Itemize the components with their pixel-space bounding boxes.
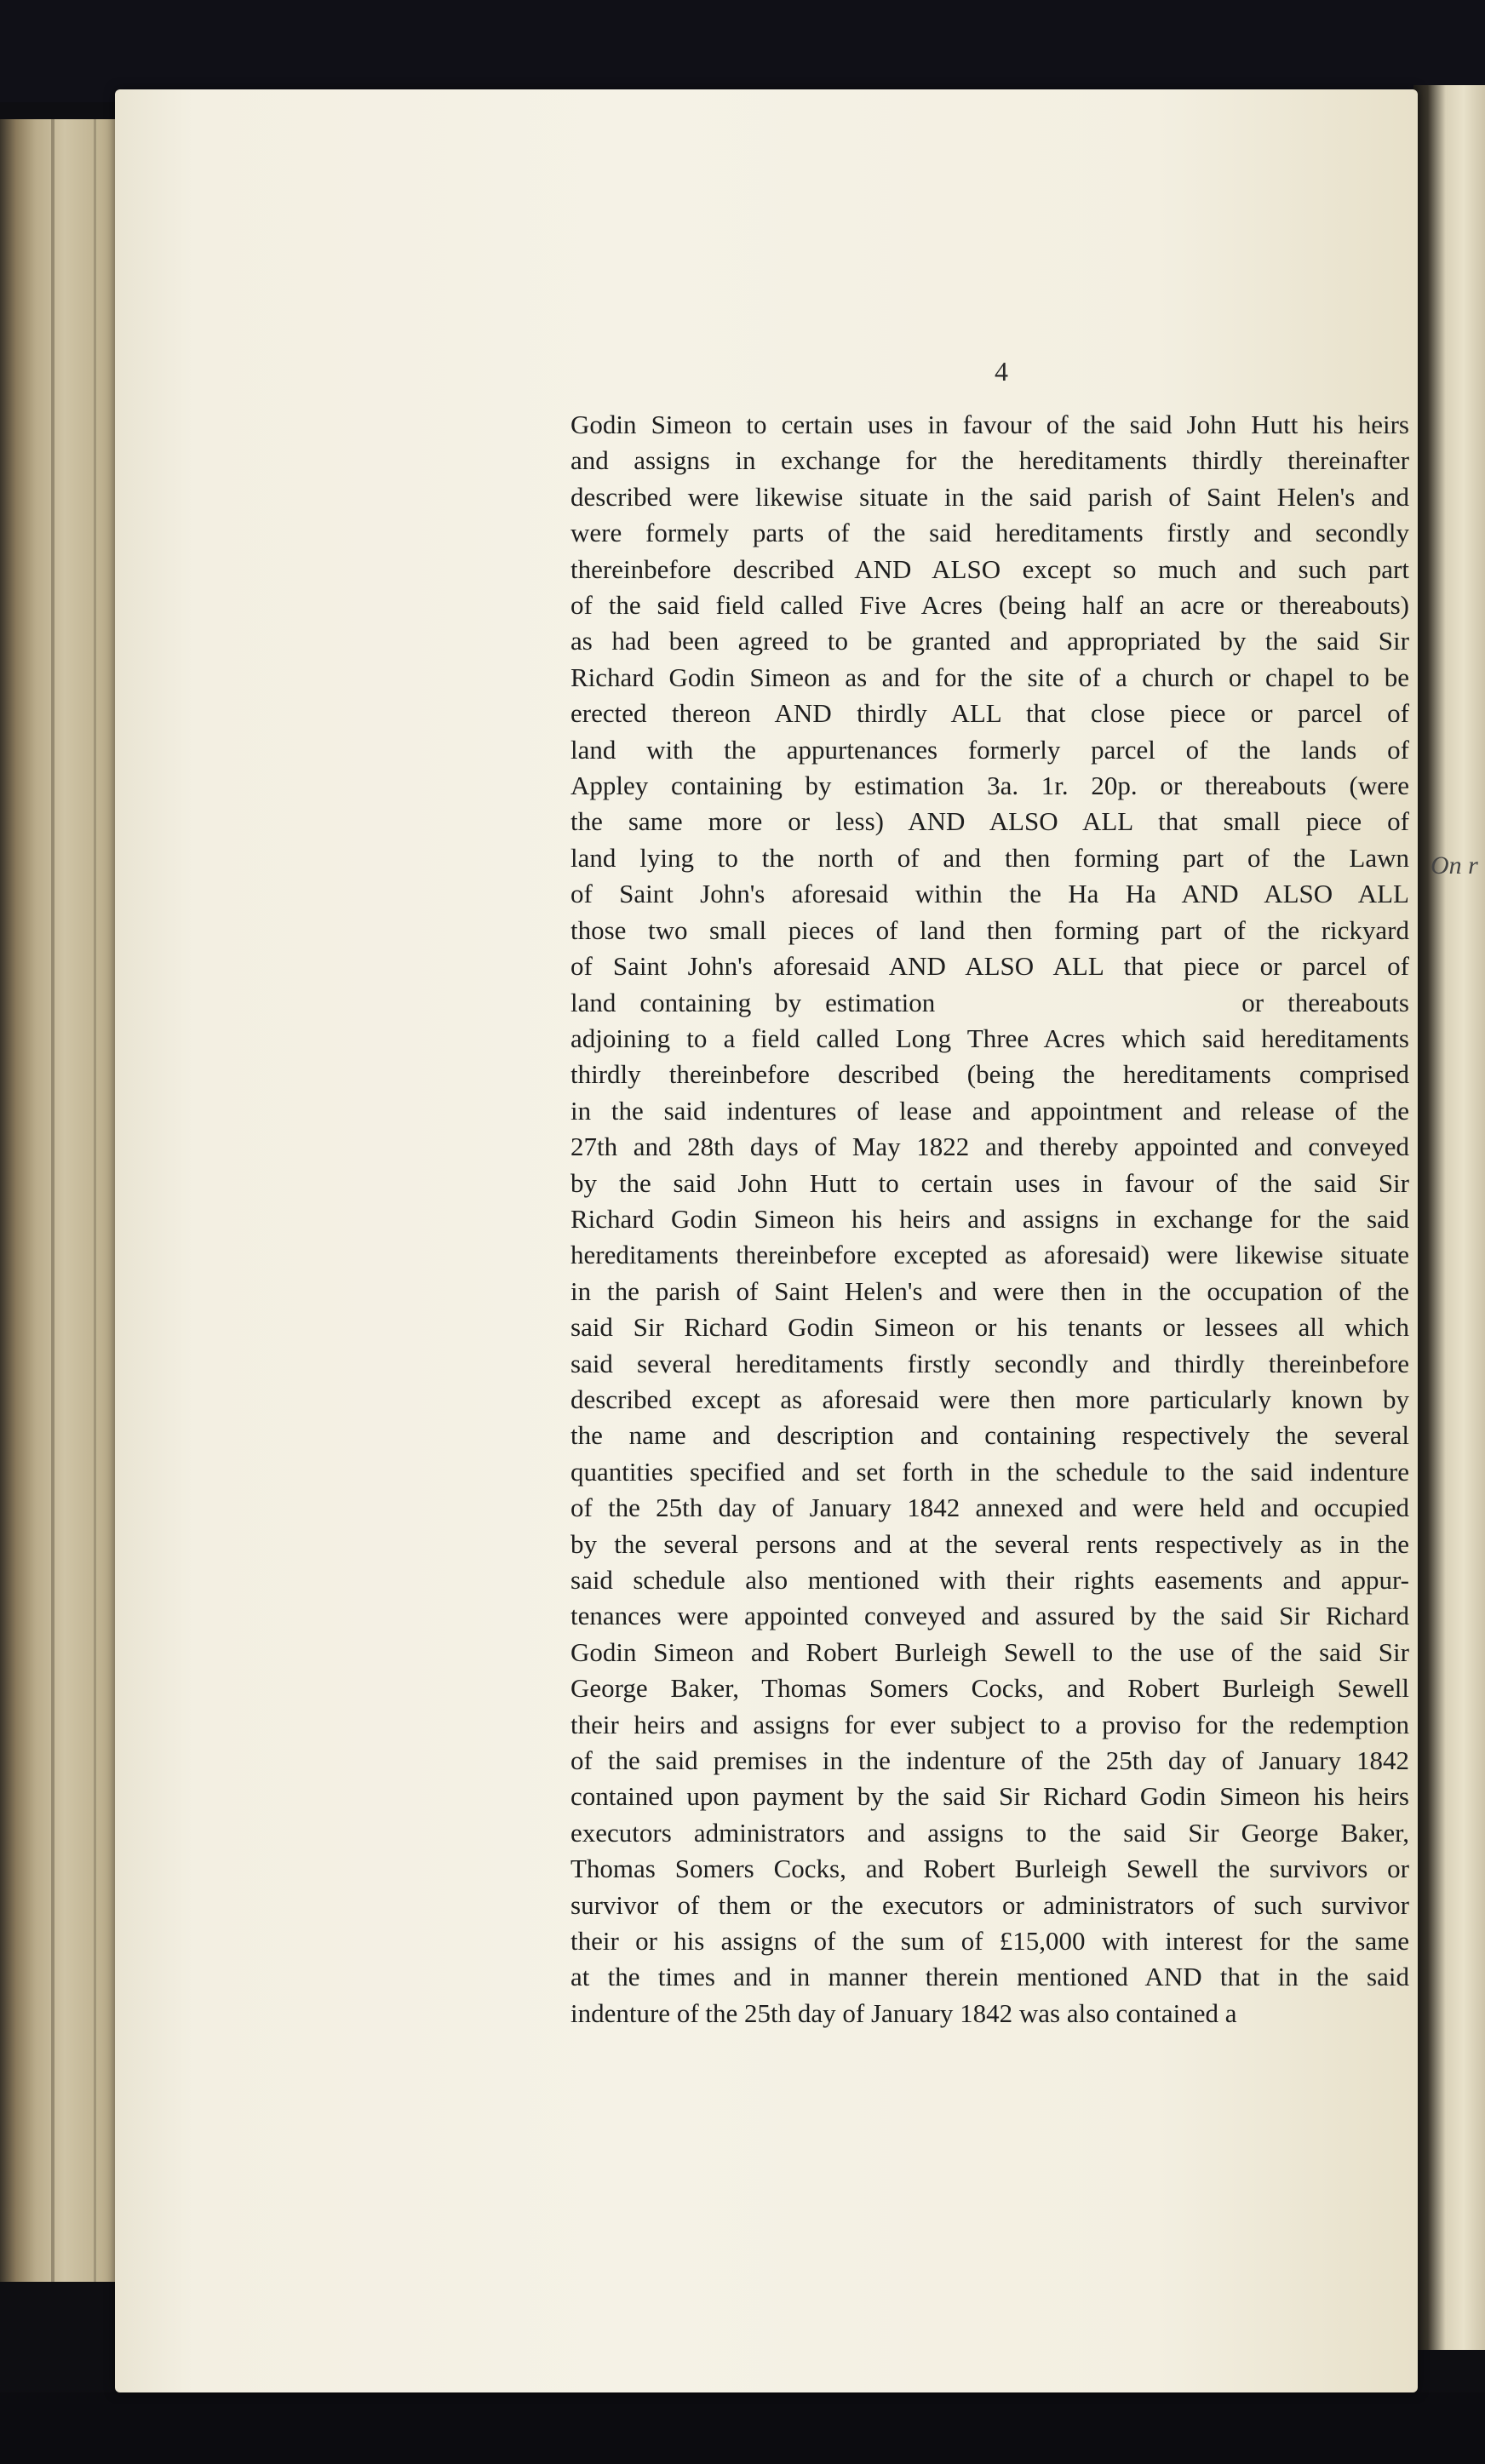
text-line-with-blank <box>570 985 1409 1021</box>
text-line: by the several persons and at the several rents respectively as in the <box>570 1528 1409 1559</box>
text-line: executors administrators and assigns to the said Sir George Baker, <box>570 1817 1409 1848</box>
text-line: said Sir Richard Godin Simeon or his tenants or lessees all which <box>570 1312 1409 1343</box>
page-edge-line <box>51 119 54 2282</box>
facing-page-edge <box>1413 85 1485 2350</box>
text-line: their or his assigns of the sum of £15,000 with interest for the same <box>570 1926 1409 1957</box>
text-line: Godin Simeon to certain uses in favour of the said John Hutt his heirs <box>570 410 1409 439</box>
text-line: of Saint John's aforesaid within the Ha Ha AND ALSO ALL <box>570 879 1409 909</box>
text-line: Thomas Somers Cocks, and Robert Burleigh Sewell the survivors or <box>570 1854 1409 1884</box>
text-line: in the said indentures of lease and appointment and release of the <box>570 1095 1409 1126</box>
text-line: described except as aforesaid were then more particularly known by <box>570 1384 1409 1414</box>
text-line: at the times and in manner therein mentioned AND that in the said <box>570 1962 1409 1992</box>
text-line: described were likewise situate in the said parish of Saint Helen's and <box>570 481 1409 512</box>
text-line: of the 25th day of January 1842 annexed and were held and occupied <box>570 1493 1409 1523</box>
text-line: said schedule also mentioned with their rights easements and appur- <box>570 1565 1409 1595</box>
text-fragment: or thereabouts <box>1241 987 1409 1017</box>
text-line: said several hereditaments firstly secondly and thirdly thereinbefore <box>570 1348 1409 1378</box>
text-line: thereinbefore described AND ALSO except so much and such part <box>570 553 1409 584</box>
text-line: of the said premises in the indenture of the 25th day of January 1842 <box>570 1745 1409 1776</box>
text-line: the name and description and containing respectively the several <box>570 1420 1409 1451</box>
text-line: quantities specified and set forth in the schedule to the said indenture <box>570 1456 1409 1487</box>
text-line: contained upon payment by the said Sir Richard Godin Simeon his heirs <box>570 1781 1409 1812</box>
text-line: survivor of them or the executors or administrators of such survivor <box>570 1889 1409 1920</box>
text-line: hereditaments thereinbefore excepted as aforesaid) were likewise situate <box>570 1240 1409 1270</box>
text-line: those two small pieces of land then forming part of the rickyard <box>570 914 1409 945</box>
text-line: of the said field called Five Acres (being half an acre or thereabouts) <box>570 590 1409 621</box>
text-line: indenture of the 25th day of January 1842 was also contained a <box>570 1997 1237 2028</box>
page-number: 4 <box>995 356 1008 387</box>
page-edge-line <box>94 119 96 2282</box>
text-line: Richard Godin Simeon his heirs and assigns in exchange for the said <box>570 1203 1409 1234</box>
text-line: their heirs and assigns for ever subject to a proviso for the redemption <box>570 1709 1409 1739</box>
text-line: Godin Simeon and Robert Burleigh Sewell to the use of the said Sir <box>570 1636 1409 1667</box>
text-line: thirdly thereinbefore described (being the hereditaments comprised <box>570 1059 1409 1090</box>
text-line: were formely parts of the said hereditaments firstly and secondly <box>570 518 1409 548</box>
text-line: by the said John Hutt to certain uses in favour of the said Sir <box>570 1167 1409 1198</box>
text-line: Appley containing by estimation 3a. 1r. 20p. or thereabouts (were <box>570 771 1409 801</box>
text-fragment: land containing by estimation <box>570 987 936 1017</box>
body-text <box>570 407 1409 2031</box>
text-line: adjoining to a field called Long Three Acres which said hereditaments <box>570 1023 1409 1053</box>
text-line: George Baker, Thomas Somers Cocks, and Robert Burleigh Sewell <box>570 1673 1409 1704</box>
text-line: erected thereon AND thirdly ALL that close piece or parcel of <box>570 698 1409 729</box>
text-line: and assigns in exchange for the hereditaments thirdly thereinafter <box>570 445 1409 476</box>
background-top <box>0 0 1485 102</box>
text-line: the same more or less) AND ALSO ALL that small piece of <box>570 806 1409 837</box>
text-line: Richard Godin Simeon as and for the site of a church or chapel to be <box>570 662 1409 692</box>
text-line: land with the appurtenances formerly parcel of the lands of <box>570 734 1409 765</box>
text-line: tenances were appointed conveyed and assured by the said Sir Richard <box>570 1601 1409 1631</box>
text-line: as had been agreed to be granted and appropriated by the said Sir <box>570 626 1409 656</box>
background-bottom <box>0 2392 1485 2464</box>
text-line: of Saint John's aforesaid AND ALSO ALL that piece or parcel of <box>570 951 1409 982</box>
text-line: in the parish of Saint Helen's and were then in the occupation of the <box>570 1275 1409 1306</box>
text-line: land lying to the north of and then forming part of the Lawn <box>570 842 1409 873</box>
margin-handwriting: On r <box>1431 851 1478 880</box>
text-line: 27th and 28th days of May 1822 and thereby appointed and conveyed <box>570 1132 1409 1162</box>
